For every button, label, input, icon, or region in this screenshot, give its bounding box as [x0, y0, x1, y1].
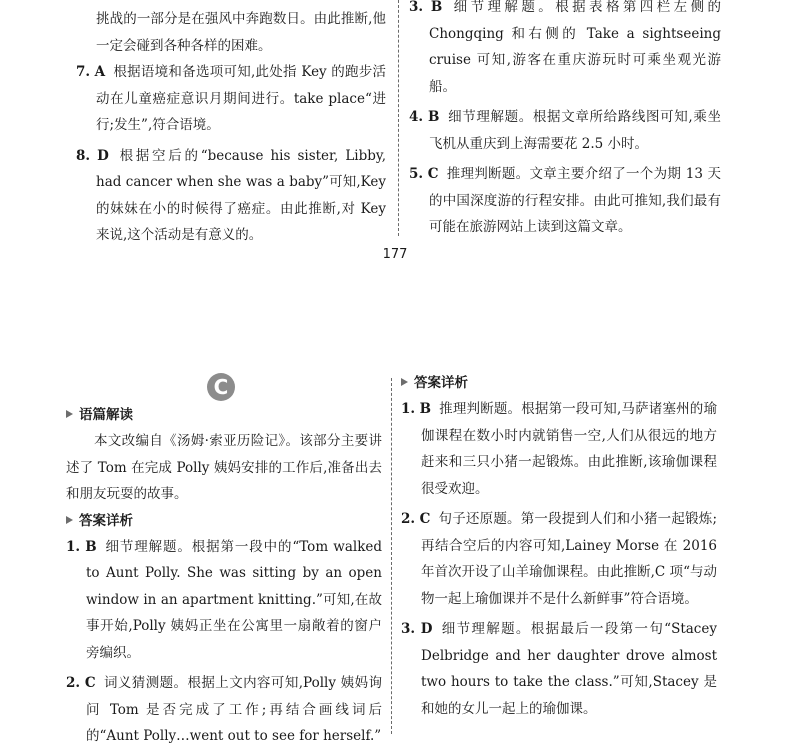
bottom-left-column — [66, 402, 382, 750]
page-number: 177 — [382, 247, 408, 262]
answer-item-4: 4. B 细节理解题。根据文章所给路线图可知,乘坐飞机从重庆到上海需要花 2.5 小时。 — [409, 109, 721, 152]
top-column-divider — [398, 0, 399, 236]
section-heading-reading: 语篇解读 — [66, 402, 382, 428]
answer-item-2-right: 2. C 句子还原题。第一段提到人们和小猪一起锻炼;再结合空后的内容可知,Lainey Morse 在 2016 年首次开设了山羊瑜伽课程。由此推断,C 项“与动物一起上瑜伽课并不是什么新鲜事”符合语境。 — [401, 511, 717, 607]
page-gap — [0, 272, 790, 368]
answer-item-2: 2. C 词义猜测题。根据上文内容可知,Polly 姨妈询问 Tom 是否完成了工作;再结合画线词后的“Aunt Polly…went out to see for herself.” — [66, 675, 383, 744]
answer-item-1-right: 1. B 推理判断题。根据第一段可知,马萨诸塞州的瑜伽课程在数小时内就销售一空,人们从很远的地方赶来和三只小猪一起锻炼。由此推断,该瑜伽课程很受欢迎。 — [401, 401, 717, 497]
section-c-logo: C — [207, 373, 235, 401]
answer-item-7: 7. A 根据语境和备选项可知,此处指 Key 的跑步活动在儿童癌症意识月期间进行。take place“进行;发生”,符合语境。 — [76, 64, 387, 133]
triangle-marker-icon — [66, 410, 73, 418]
passage-summary: 本文改编自《汤姆·索亚历险记》。该部分主要讲述了 Tom 在完成 Polly 姨妈安排的工作后,准备出去和朋友玩耍的故事。 — [66, 433, 382, 502]
answer-item-3: 3. B 细节理解题。根据表格第四栏左侧的 Chongqing 和右侧的 Take a sightseeing cruise 可知,游客在重庆游玩时可乘坐观光游船。 — [409, 0, 721, 95]
section-heading-answers: 答案详析 — [66, 508, 382, 534]
bottom-column-divider — [391, 378, 392, 734]
answer-item-cont: 挑战的一部分是在强风中奔跑数日。由此推断,他一定会碰到各种各样的困难。 — [96, 11, 386, 54]
answer-item-5: 5. C 推理判断题。文章主要介绍了一个为期 13 天的中国深度游的行程安排。由此可推知,我们最有可能在旅游网站上读到这篇文章。 — [409, 166, 722, 235]
answer-item-1: 1. B 细节理解题。根据第一段中的“Tom walked to Aunt Polly. She was sitting by an open window in an apartment knitting.”可知,在故事开始,Polly 姨妈正坐在公寓里一扇敞着的窗户旁编织。 — [66, 538, 383, 661]
bottom-right-column — [401, 370, 717, 722]
triangle-marker-icon — [66, 516, 73, 524]
answer-item-3-right: 3. D 细节理解题。根据最后一段第一句“Stacey Delbridge and her daughter drove almost two hours to take the class.”可知,Stacey 是和她的女儿一起上的瑜伽课。 — [401, 621, 717, 717]
top-left-column — [76, 6, 386, 249]
triangle-marker-icon — [401, 378, 408, 386]
top-right-column — [409, 0, 721, 241]
answer-item-8: 8. D 根据空后的“because his sister, Libby, had cancer when she was a baby”可知,Key 的妹妹在小的时候得了癌症。由此推断,对 Key 来说,这个活动是有意义的。 — [76, 147, 387, 243]
section-heading-answers-right: 答案详析 — [401, 370, 717, 396]
